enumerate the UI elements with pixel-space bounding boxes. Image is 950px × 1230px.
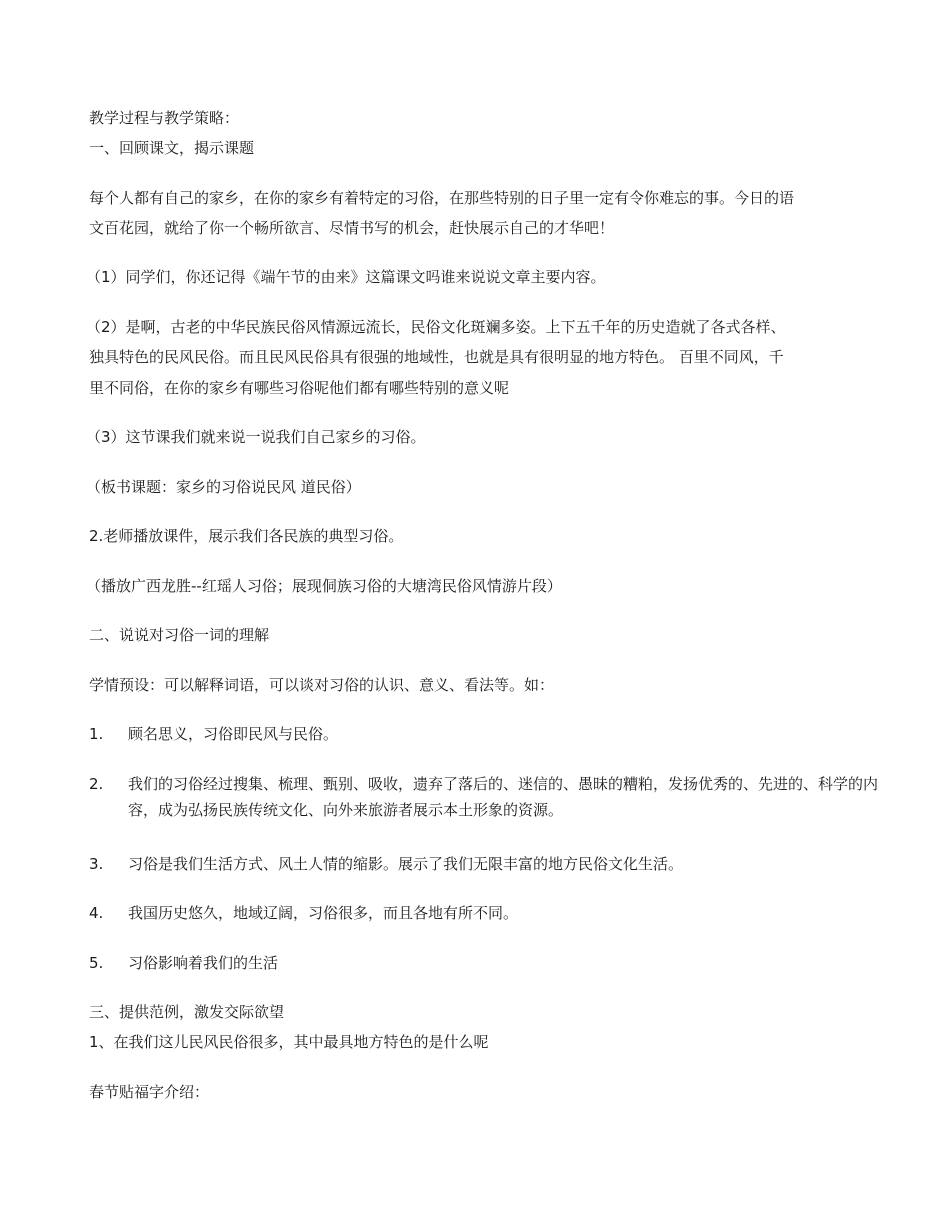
paragraph-4: 2.老师播放课件，展示我们各民族的典型习俗。: [89, 527, 404, 545]
intro-paragraph-line-2: 文百花园，就给了你一个畅所欲言、尽情书写的机会，赶快展示自己的才华吧！: [89, 219, 615, 237]
list-item-number: 2.: [89, 775, 104, 793]
intro-paragraph-line-1: 每个人都有自己的家乡，在你的家乡有着特定的习俗，在那些特别的日子里一定有令你难忘的事。今日的语: [89, 189, 795, 207]
paragraph-5: （播放广西龙胜--红瑶人习俗；展现侗族习俗的大塘湾民俗风情游片段）: [86, 577, 562, 595]
list-item-number: 1.: [89, 725, 104, 743]
learning-preset: 学情预设：可以解释词语，可以谈对习俗的认识、意义、看法等。如：: [89, 676, 555, 694]
paragraph-1: （1）同学们，你还记得《端午节的由来》这篇课文吗谁来说说文章主要内容。: [86, 268, 606, 286]
list-item: [89, 900, 879, 926]
board-topic-note: （板书课题：家乡的习俗说民风 道民俗）: [86, 478, 361, 496]
section-1-title: 一、回顾课文，揭示课题: [89, 139, 255, 157]
list-item-number: 3.: [89, 855, 104, 873]
list-item-text: 顾名思义，习俗即民风与民俗。: [128, 725, 339, 743]
section-3-title: 三、提供范例，激发交际欲望: [89, 1003, 285, 1021]
list-item-text: 我国历史悠久，地域辽阔，习俗很多，而且各地有所不同。: [128, 904, 519, 922]
paragraph-2-line-2: 独具特色的民风民俗。而且民风民俗具有很强的地域性，也就是具有很明显的地方特色。 百里不同风，千: [89, 348, 784, 366]
list-item-number: 5.: [89, 954, 104, 972]
list-item: [89, 851, 879, 877]
list-item-text: 习俗是我们生活方式、风土人情的缩影。展示了我们无限丰富的地方民俗文化生活。: [128, 855, 684, 873]
spring-festival-intro: 春节贴福字介绍：: [89, 1083, 210, 1101]
section-2-title: 二、说说对习俗一词的理解: [89, 626, 270, 644]
paragraph-2-line-1: （2）是啊，古老的中华民族民俗风情源远流长，民俗文化斑斓多姿。上下五千年的历史造就了各式各样、: [86, 318, 786, 336]
list-item-text: 习俗影响着我们的生活: [128, 954, 279, 972]
list-item: [89, 721, 879, 747]
list-item: [89, 771, 879, 823]
paragraph-3: （3）这节课我们就来说一说我们自己家乡的习俗。: [86, 428, 426, 446]
list-item-number: 4.: [89, 904, 104, 922]
question-1: 1、在我们这儿民风民俗很多，其中最具地方特色的是什么呢: [89, 1033, 489, 1051]
process-heading: 教学过程与教学策略：: [89, 109, 240, 127]
list-item-text: 我们的习俗经过搜集、梳理、甄别、吸收，遗弃了落后的、迷信的、愚昧的糟粕，发扬优秀的、先进的、科学的内容，成为弘扬民族传统文化、向外来旅游者展示本土形象的资源。: [128, 775, 879, 819]
list-item: [89, 950, 879, 976]
paragraph-2-line-3: 里不同俗，在你的家乡有哪些习俗呢他们都有哪些特别的意义呢: [89, 379, 510, 397]
